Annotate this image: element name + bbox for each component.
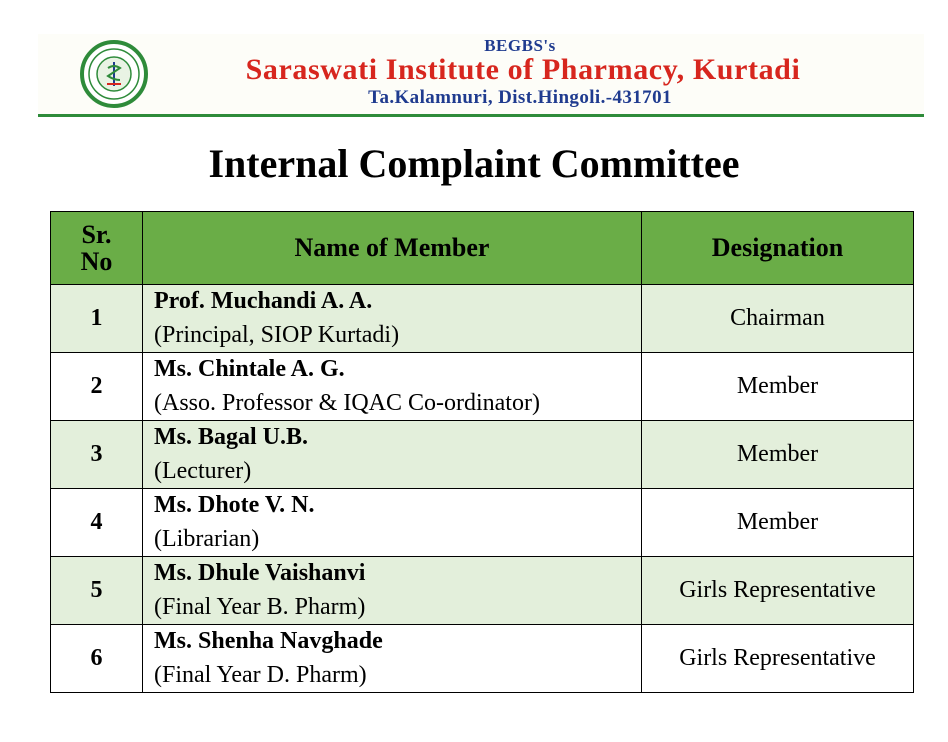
- member-role: (Final Year D. Pharm): [154, 661, 367, 688]
- member-name: Ms. Dhote V. N.: [154, 492, 315, 519]
- member-name: Ms. Chintale A. G.: [154, 356, 345, 383]
- table-row: [51, 285, 914, 353]
- member-name: Ms. Shenha Navghade: [154, 628, 383, 655]
- member-role: (Principal, SIOP Kurtadi): [154, 321, 400, 348]
- member-name: Ms. Bagal U.B.: [154, 424, 309, 451]
- table-row: [51, 421, 914, 489]
- page-title: Internal Complaint Committee: [208, 141, 740, 186]
- designation: Member: [642, 353, 914, 421]
- member-role: (Final Year B. Pharm): [154, 593, 366, 620]
- sr-number: 4: [51, 489, 143, 557]
- member-name: Ms. Dhule Vaishanvi: [154, 560, 366, 587]
- member-role: (Lecturer): [154, 457, 252, 484]
- designation: Girls Representative: [642, 557, 914, 625]
- member-cell: [143, 353, 642, 421]
- member-cell: [143, 625, 642, 693]
- sr-header-line2: No: [80, 247, 113, 276]
- table-row: [51, 353, 914, 421]
- sr-number: 5: [51, 557, 143, 625]
- member-cell: [143, 489, 642, 557]
- institute-name: Saraswati Institute of Pharmacy, Kurtadi: [245, 53, 801, 86]
- table-row: [51, 557, 914, 625]
- table-row: [51, 489, 914, 557]
- institute-address: Ta.Kalamnuri, Dist.Hingoli.-431701: [368, 87, 672, 108]
- committee-table: [50, 211, 914, 693]
- table-header-row: [51, 212, 914, 285]
- member-cell: [143, 557, 642, 625]
- column-header-sr: [51, 212, 143, 285]
- sr-number: 6: [51, 625, 143, 693]
- member-cell: [143, 421, 642, 489]
- member-role: (Librarian): [154, 525, 260, 552]
- header-divider: [38, 114, 924, 117]
- member-cell: [143, 285, 642, 353]
- sr-header-line1: Sr.: [81, 219, 112, 249]
- member-name: Prof. Muchandi A. A.: [154, 288, 373, 315]
- table-row: [51, 625, 914, 693]
- designation: Chairman: [642, 285, 914, 353]
- institute-logo: [80, 40, 148, 108]
- designation: Girls Representative: [642, 625, 914, 693]
- column-header-designation: Designation: [642, 212, 914, 285]
- designation: Member: [642, 421, 914, 489]
- sr-number: 3: [51, 421, 143, 489]
- column-header-name: Name of Member: [143, 212, 642, 285]
- society-name: BEGBS's: [484, 36, 556, 55]
- designation: Member: [642, 489, 914, 557]
- sr-number: 2: [51, 353, 143, 421]
- sr-number: 1: [51, 285, 143, 353]
- member-role: (Asso. Professor & IQAC Co-ordinator): [154, 389, 540, 416]
